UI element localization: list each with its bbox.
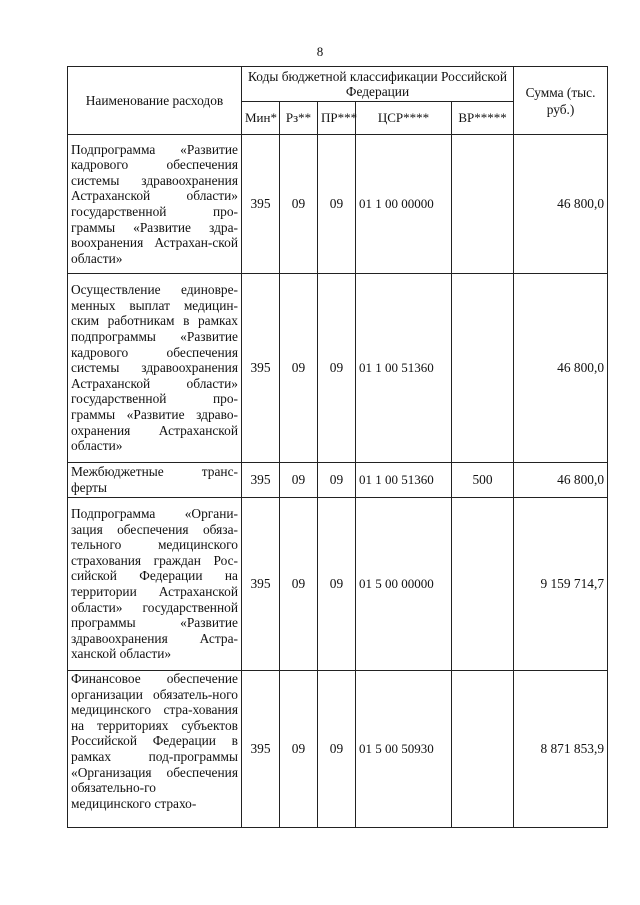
row-name: Осуществление единовре-менных выплат медицин-ским работникам в рамках подпрограммы «Развитие кадрового обеспечения системы здравоохранения Астраханской области» государственной про-граммы «Развитие здраво-охранения Астраханской области»	[68, 274, 242, 463]
row-csr: 01 5 00 00000	[356, 498, 452, 671]
row-rz: 09	[280, 274, 318, 463]
row-vr	[452, 671, 514, 828]
row-min: 395	[242, 463, 280, 498]
header-pr: ПР***	[318, 102, 356, 135]
row-csr: 01 1 00 51360	[356, 463, 452, 498]
row-min: 395	[242, 671, 280, 828]
header-csr: ЦСР****	[356, 102, 452, 135]
table-header	[68, 67, 608, 135]
header-vr: ВР*****	[452, 102, 514, 135]
header-rz: Рз**	[280, 102, 318, 135]
row-sum: 46 800,0	[514, 463, 608, 498]
row-min: 395	[242, 135, 280, 274]
row-pr: 09	[318, 463, 356, 498]
budget-table	[67, 66, 608, 828]
header-name: Наименование расходов	[68, 67, 242, 135]
row-sum: 46 800,0	[514, 274, 608, 463]
row-rz: 09	[280, 135, 318, 274]
table-row	[68, 135, 608, 274]
header-sum: Сумма (тыс. руб.)	[514, 67, 608, 135]
row-sum: 46 800,0	[514, 135, 608, 274]
row-name: Подпрограмма «Органи-зация обеспечения обяза-тельного медицинского страхования граждан Рос-сийской Федерации на территории Астраханской области» государственной программы «Развитие здравоохранения Астра-ханской области»	[68, 498, 242, 671]
page-number: 8	[316, 44, 324, 59]
header-codes-group: Коды бюджетной классификации Российской Федерации	[242, 67, 514, 102]
row-vr: 500	[452, 463, 514, 498]
table-row	[68, 671, 608, 828]
header-min: Мин*	[242, 102, 280, 135]
row-rz: 09	[280, 498, 318, 671]
row-name: Межбюджетные транс-ферты	[68, 463, 242, 498]
row-pr: 09	[318, 274, 356, 463]
row-min: 395	[242, 274, 280, 463]
row-pr: 09	[318, 135, 356, 274]
row-pr: 09	[318, 671, 356, 828]
row-vr	[452, 135, 514, 274]
table-row	[68, 498, 608, 671]
table-row	[68, 463, 608, 498]
row-min: 395	[242, 498, 280, 671]
row-name: Финансовое обеспечение организации обязатель-ного медицинского стра-хования на территориях субъектов Российской Федерации в рамках под-программы «Организация обеспечения обязательно-го медицинского страхо-	[68, 671, 242, 828]
row-sum: 9 159 714,7	[514, 498, 608, 671]
row-csr: 01 1 00 51360	[356, 274, 452, 463]
row-rz: 09	[280, 671, 318, 828]
row-name: Подпрограмма «Развитие кадрового обеспечения системы здравоохранения Астраханской области» государственной про-граммы «Развитие здра-воохранения Астрахан-ской области»	[68, 135, 242, 274]
row-pr: 09	[318, 498, 356, 671]
row-vr	[452, 498, 514, 671]
row-csr: 01 5 00 50930	[356, 671, 452, 828]
row-vr	[452, 274, 514, 463]
row-csr: 01 1 00 00000	[356, 135, 452, 274]
row-sum: 8 871 853,9	[514, 671, 608, 828]
row-rz: 09	[280, 463, 318, 498]
table-row	[68, 274, 608, 463]
